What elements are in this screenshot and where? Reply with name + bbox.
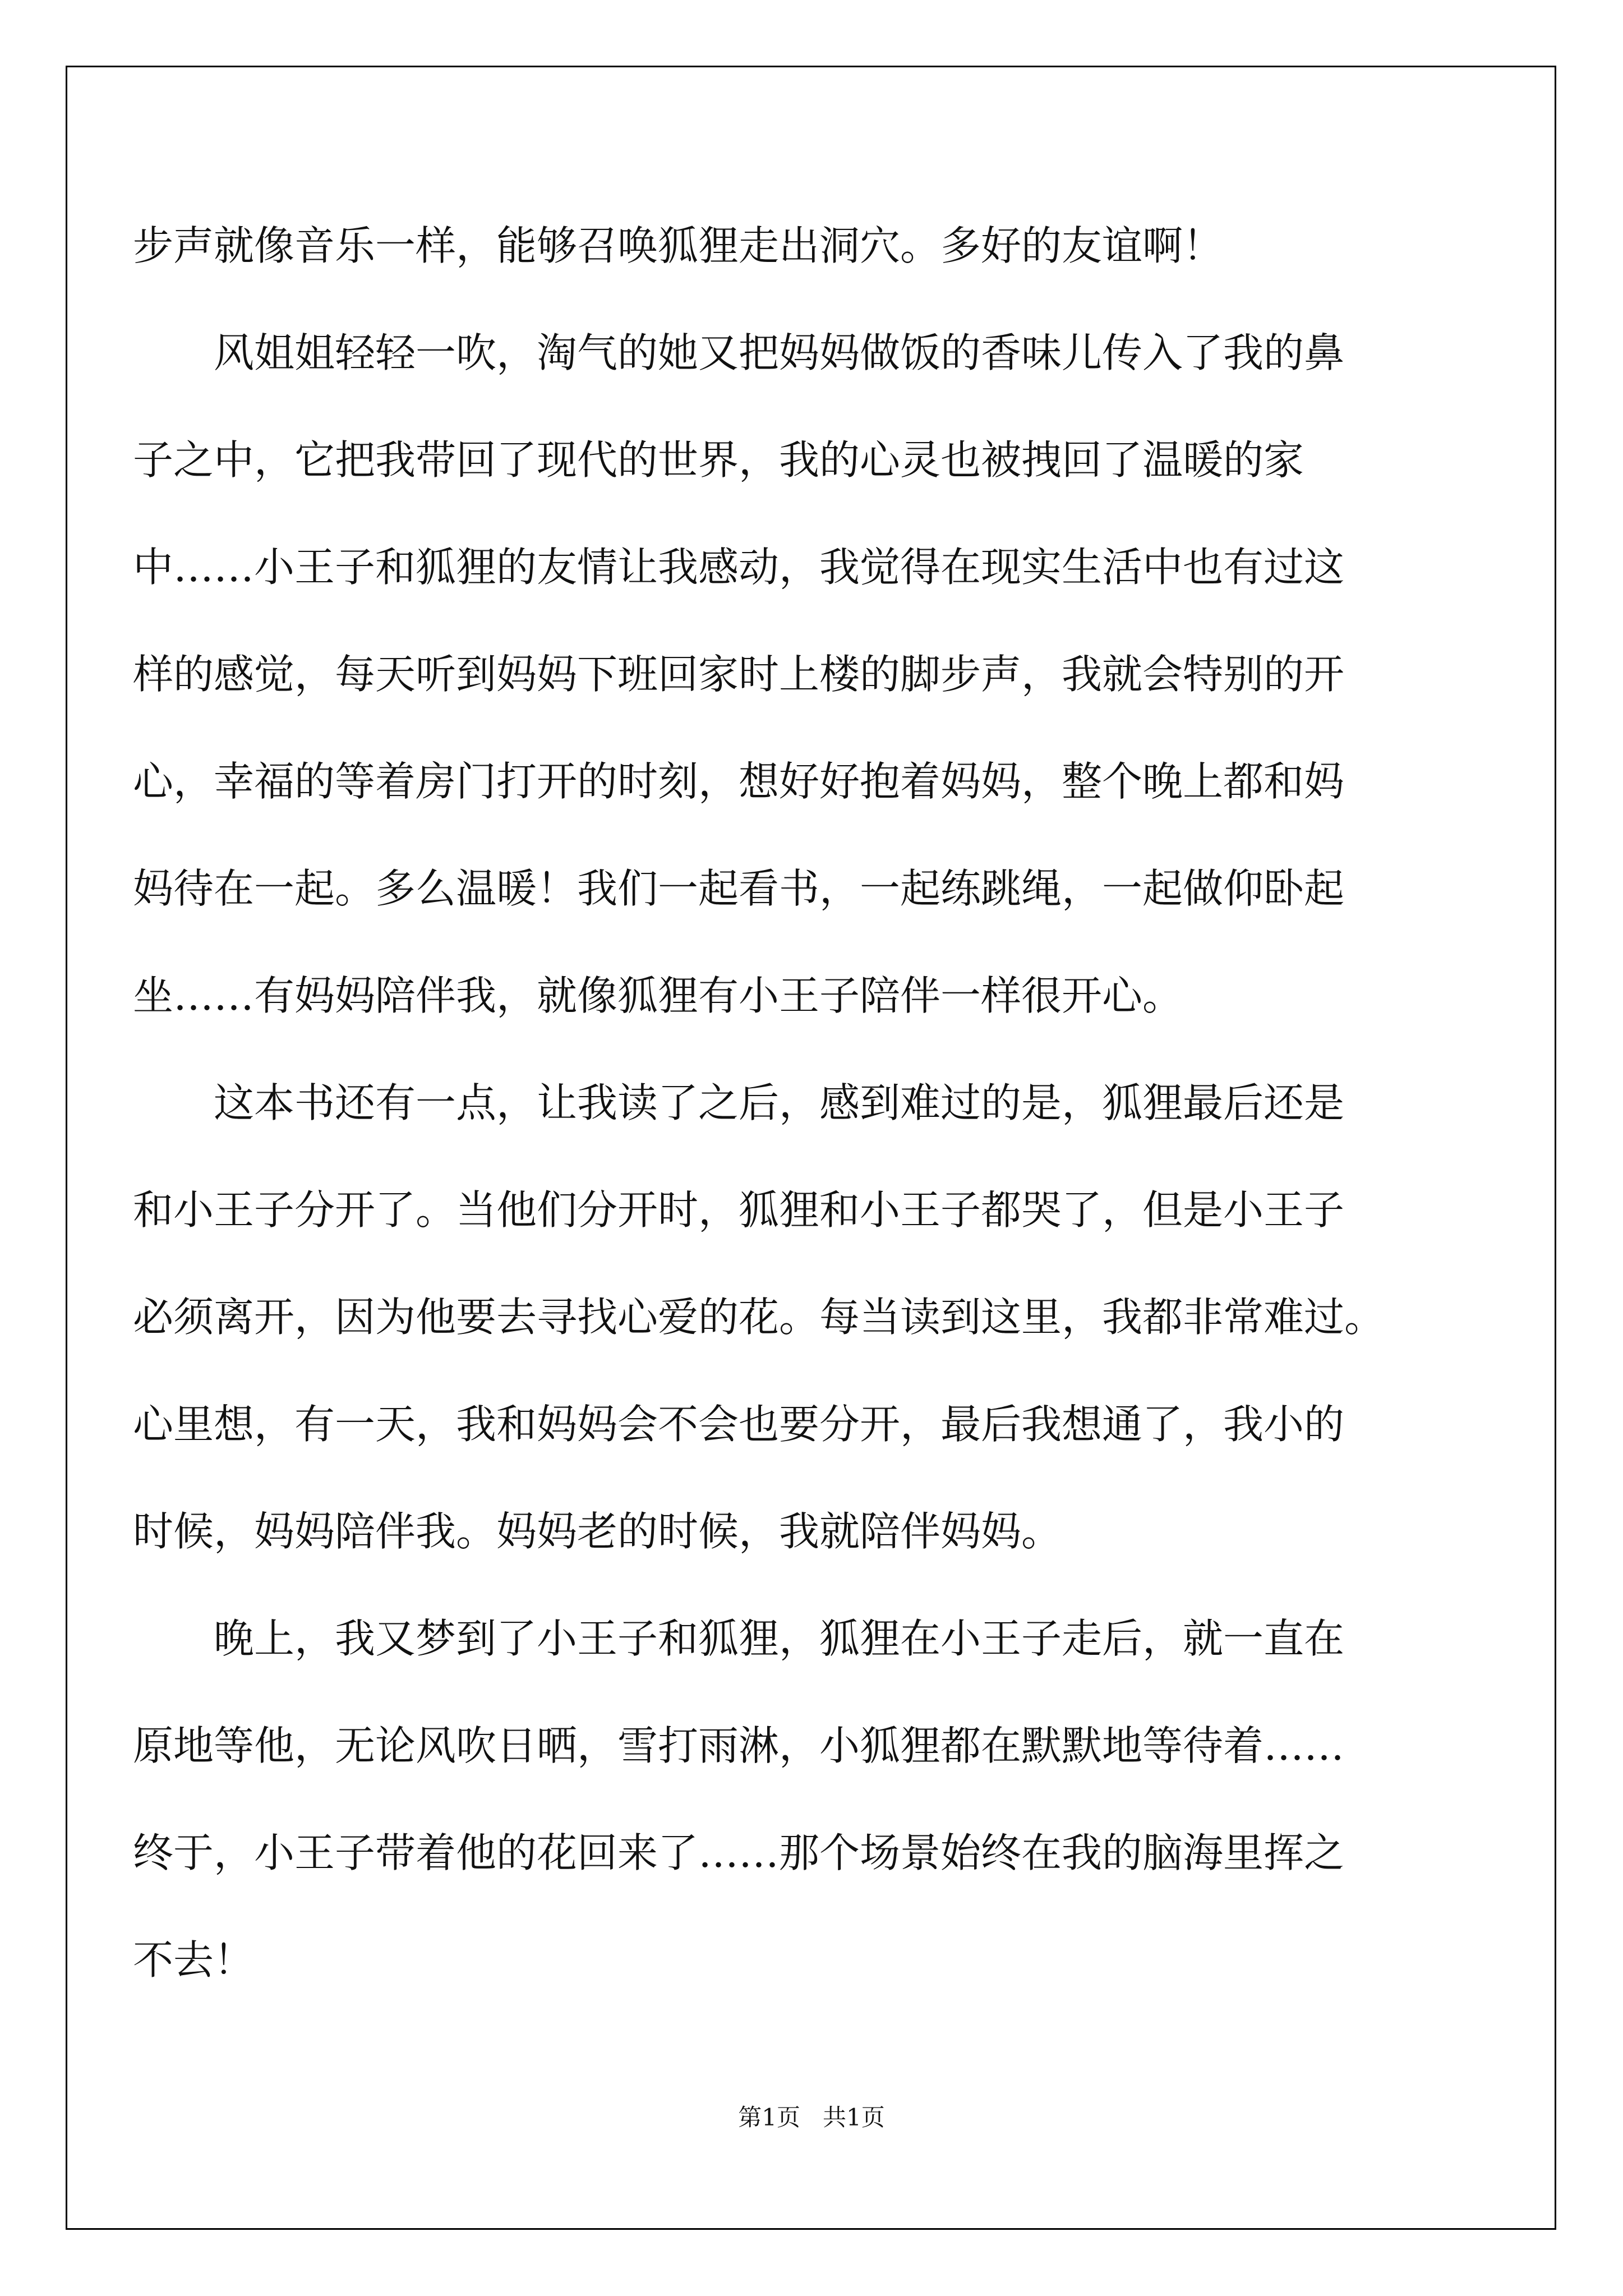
text-line: 不去！ [133, 1936, 255, 1984]
page-footer: 第1页 共1页 [738, 2104, 885, 2131]
text-line: 时候，妈妈陪伴我。妈妈老的时候，我就陪伴妈妈。 [133, 1508, 1062, 1555]
document-body [133, 192, 1490, 2014]
text-line: 心里想，有一天，我和妈妈会不会也要分开，最后我想通了，我小的 [133, 1401, 1345, 1448]
text-line: 步声就像音乐一样，能够召唤狐狸走出洞穴。多好的友谊啊！ [133, 222, 1224, 269]
text-line: 晚上，我又梦到了小王子和狐狸，狐狸在小王子走后，就一直在 [214, 1615, 1345, 1662]
text-line: 和小王子分开了。当他们分开时，狐狸和小王子都哭了，但是小王子 [133, 1186, 1345, 1234]
text-line: 子之中，它把我带回了现代的世界，我的心灵也被拽回了温暖的家 [133, 436, 1304, 484]
text-line: 原地等他，无论风吹日晒，雪打雨淋，小狐狸都在默默地等待着…… [133, 1722, 1345, 1769]
text-line: 中……小王子和狐狸的友情让我感动，我觉得在现实生活中也有过这 [133, 544, 1345, 591]
text-line: 终于，小王子带着他的花回来了……那个场景始终在我的脑海里挥之 [133, 1829, 1345, 1876]
text-line: 坐……有妈妈陪伴我，就像狐狸有小王子陪伴一样很开心。 [133, 972, 1183, 1019]
text-line: 这本书还有一点，让我读了之后，感到难过的是，狐狸最后还是 [214, 1079, 1345, 1126]
text-line: 妈待在一起。多么温暖！我们一起看书，一起练跳绳，一起做仰卧起 [133, 865, 1345, 912]
text-line: 必须离开，因为他要去寻找心爱的花。每当读到这里，我都非常难过。 [133, 1294, 1385, 1341]
text-line: 样的感觉，每天听到妈妈下班回家时上楼的脚步声，我就会特别的开 [133, 651, 1345, 698]
text-line: 心，幸福的等着房门打开的时刻，想好好抱着妈妈，整个晚上都和妈 [133, 758, 1345, 805]
text-line: 风姐姐轻轻一吹，淘气的她又把妈妈做饭的香味儿传入了我的鼻 [214, 329, 1345, 376]
